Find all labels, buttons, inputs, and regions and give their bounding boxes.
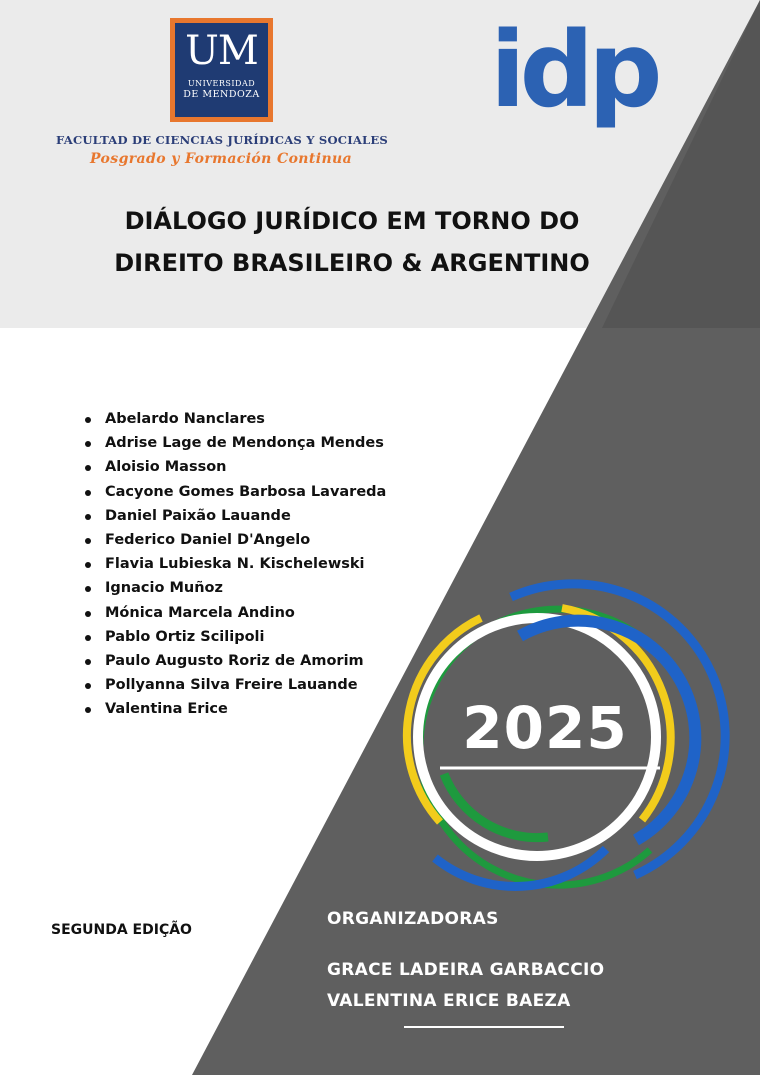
organizer-name: VALENTINA ERICE BAEZA	[327, 991, 571, 1011]
publication-year: 2025	[462, 694, 628, 762]
author-item: Daniel Paixão Lauande	[82, 504, 386, 528]
um-logo-mark: UM	[185, 28, 258, 74]
author-item: Pollyanna Silva Freire Lauande	[82, 673, 386, 697]
author-item: Abelardo Nanclares	[82, 407, 386, 431]
author-item: Pablo Ortiz Scilipoli	[82, 625, 386, 649]
organizer-name: GRACE LADEIRA GARBACCIO	[327, 960, 605, 980]
um-logo-line2: DE MENDOZA	[183, 89, 260, 100]
um-logo-panel	[175, 23, 268, 117]
author-item: Paulo Augusto Roriz de Amorim	[82, 649, 386, 673]
title-line-2: DIREITO BRASILEIRO & ARGENTINO	[114, 249, 590, 277]
author-item: Ignacio Muñoz	[82, 576, 386, 600]
author-item: Adrise Lage de Mendonça Mendes	[82, 431, 386, 455]
faculty-name: FACULTAD DE CIENCIAS JURÍDICAS Y SOCIALES	[56, 133, 388, 147]
book-title	[72, 200, 632, 284]
edition-label: SEGUNDA EDIÇÃO	[51, 922, 192, 938]
author-item: Federico Daniel D'Angelo	[82, 528, 386, 552]
program-name: Posgrado y Formación Continua	[90, 151, 353, 167]
organizers-divider	[404, 1026, 564, 1028]
author-item: Mónica Marcela Andino	[82, 601, 386, 625]
author-item: Cacyone Gomes Barbosa Lavareda	[82, 480, 386, 504]
idp-logo: idp	[490, 9, 657, 131]
universidad-de-mendoza-logo	[170, 18, 273, 122]
organizers-label: ORGANIZADORAS	[327, 909, 499, 929]
organizers-names	[327, 955, 604, 1017]
author-item: Flavia Lubieska N. Kischelewski	[82, 552, 386, 576]
author-item: Valentina Erice	[82, 697, 386, 721]
author-item: Aloisio Masson	[82, 455, 386, 479]
um-logo-line1: UNIVERSIDAD	[187, 79, 256, 88]
authors-list	[82, 407, 386, 722]
title-line-1: DIÁLOGO JURÍDICO EM TORNO DO	[124, 207, 580, 235]
